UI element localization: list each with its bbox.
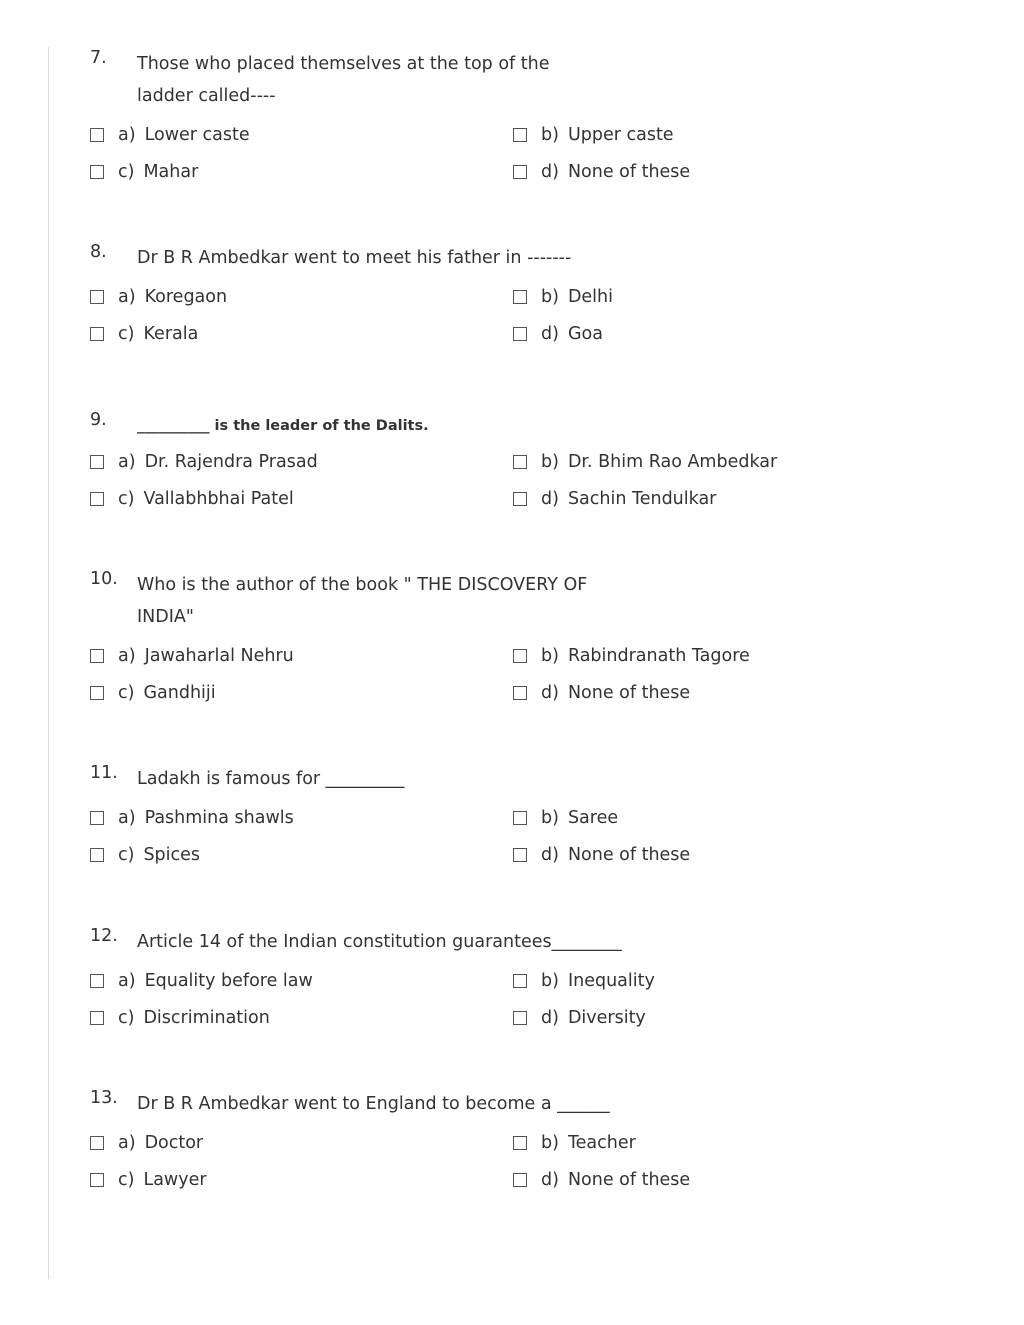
checkbox-icon[interactable]	[90, 165, 104, 179]
option-label: Sachin Tendulkar	[567, 489, 717, 509]
question-number: 12.	[90, 926, 118, 946]
checkbox-icon[interactable]	[90, 649, 104, 663]
option-c[interactable]	[90, 160, 198, 184]
option-label: Lower caste	[144, 125, 250, 145]
checkbox-icon[interactable]	[513, 649, 527, 663]
question-text: Ladakh is famous for _________	[137, 769, 405, 789]
option-letter: b)	[541, 971, 559, 991]
option-b[interactable]	[513, 285, 613, 309]
checkbox-icon[interactable]	[513, 1011, 527, 1025]
option-letter: c)	[118, 1008, 135, 1028]
question-text: Those who placed themselves at the top of the ladder called----	[137, 54, 550, 106]
option-letter: c)	[118, 845, 135, 865]
checkbox-icon[interactable]	[90, 492, 104, 506]
checkbox-icon[interactable]	[513, 327, 527, 341]
option-letter: b)	[541, 287, 559, 307]
question-text: __________ is the leader of the Dalits.	[137, 418, 429, 434]
option-letter: b)	[541, 125, 559, 145]
question-header	[90, 926, 850, 958]
option-b[interactable]	[513, 644, 750, 668]
question-13	[90, 1088, 850, 1190]
option-label: Equality before law	[144, 971, 313, 991]
question-12	[90, 926, 850, 1028]
question-number: 11.	[90, 763, 118, 783]
option-c[interactable]	[90, 843, 200, 867]
checkbox-icon[interactable]	[513, 290, 527, 304]
question-number: 7.	[90, 48, 107, 68]
option-c[interactable]	[90, 681, 216, 705]
checkbox-icon[interactable]	[513, 128, 527, 142]
option-label: Saree	[567, 808, 619, 828]
page-margin-rule	[48, 47, 49, 1279]
checkbox-icon[interactable]	[513, 455, 527, 469]
checkbox-icon[interactable]	[90, 327, 104, 341]
option-a[interactable]	[90, 285, 227, 309]
checkbox-icon[interactable]	[513, 165, 527, 179]
option-a[interactable]	[90, 806, 294, 830]
question-number: 9.	[90, 410, 107, 430]
option-label: Goa	[567, 324, 603, 344]
option-d[interactable]	[513, 487, 716, 511]
question-7	[90, 48, 850, 182]
option-letter: d)	[541, 162, 559, 182]
checkbox-icon[interactable]	[513, 1136, 527, 1150]
option-label: Lawyer	[143, 1170, 207, 1190]
question-11	[90, 763, 850, 865]
option-label: Koregaon	[144, 287, 228, 307]
option-d[interactable]	[513, 1168, 690, 1192]
option-label: Pashmina shawls	[144, 808, 294, 828]
option-letter: d)	[541, 1170, 559, 1190]
checkbox-icon[interactable]	[90, 128, 104, 142]
option-label: None of these	[567, 162, 691, 182]
option-label: Vallabhbhai Patel	[143, 489, 294, 509]
checkbox-icon[interactable]	[90, 1136, 104, 1150]
question-8	[90, 242, 850, 344]
checkbox-icon[interactable]	[513, 686, 527, 700]
option-label: Diversity	[567, 1008, 646, 1028]
option-label: None of these	[567, 683, 691, 703]
option-a[interactable]	[90, 1131, 203, 1155]
option-label: Inequality	[567, 971, 655, 991]
option-d[interactable]	[513, 843, 690, 867]
question-header	[90, 48, 850, 112]
question-header	[90, 763, 850, 795]
checkbox-icon[interactable]	[90, 686, 104, 700]
checkbox-icon[interactable]	[90, 974, 104, 988]
checkbox-icon[interactable]	[90, 811, 104, 825]
option-label: Mahar	[143, 162, 199, 182]
option-label: Dr. Rajendra Prasad	[144, 452, 318, 472]
question-number: 13.	[90, 1088, 118, 1108]
option-letter: c)	[118, 683, 135, 703]
option-letter: d)	[541, 845, 559, 865]
option-a[interactable]	[90, 450, 318, 474]
option-d[interactable]	[513, 160, 690, 184]
option-letter: a)	[118, 125, 136, 145]
option-d[interactable]	[513, 1006, 646, 1030]
checkbox-icon[interactable]	[513, 811, 527, 825]
option-b[interactable]	[513, 123, 674, 147]
option-letter: c)	[118, 1170, 135, 1190]
option-letter: b)	[541, 1133, 559, 1153]
checkbox-icon[interactable]	[513, 848, 527, 862]
option-c[interactable]	[90, 487, 294, 511]
question-header	[90, 569, 850, 633]
option-letter: b)	[541, 646, 559, 666]
option-letter: d)	[541, 683, 559, 703]
checkbox-icon[interactable]	[90, 848, 104, 862]
question-number: 8.	[90, 242, 107, 262]
option-letter: a)	[118, 287, 136, 307]
question-header	[90, 1088, 850, 1120]
option-a[interactable]	[90, 123, 250, 147]
option-label: Discrimination	[143, 1008, 270, 1028]
checkbox-icon[interactable]	[513, 1173, 527, 1187]
option-label: Spices	[143, 845, 201, 865]
checkbox-icon[interactable]	[513, 492, 527, 506]
question-header	[90, 242, 850, 274]
question-text: Dr B R Ambedkar went to meet his father in -------	[137, 248, 572, 268]
option-a[interactable]	[90, 644, 294, 668]
option-letter: a)	[118, 971, 136, 991]
option-label: None of these	[567, 1170, 691, 1190]
checkbox-icon[interactable]	[90, 1173, 104, 1187]
question-text: Article 14 of the Indian constitution guarantees________	[137, 932, 622, 952]
option-label: Gandhiji	[143, 683, 216, 703]
option-label: Kerala	[143, 324, 199, 344]
option-c[interactable]	[90, 1006, 270, 1030]
option-c[interactable]	[90, 322, 198, 346]
option-label: Dr. Bhim Rao Ambedkar	[567, 452, 778, 472]
option-label: None of these	[567, 845, 691, 865]
option-letter: a)	[118, 1133, 136, 1153]
option-b[interactable]	[513, 450, 777, 474]
option-letter: d)	[541, 324, 559, 344]
option-label: Doctor	[144, 1133, 204, 1153]
option-b[interactable]	[513, 969, 655, 993]
option-letter: c)	[118, 324, 135, 344]
option-label: Teacher	[567, 1133, 636, 1153]
question-header	[90, 410, 850, 436]
option-letter: d)	[541, 1008, 559, 1028]
option-label: Delhi	[567, 287, 613, 307]
option-b[interactable]	[513, 1131, 636, 1155]
checkbox-icon[interactable]	[90, 1011, 104, 1025]
option-letter: a)	[118, 808, 136, 828]
checkbox-icon[interactable]	[90, 290, 104, 304]
question-text: Dr B R Ambedkar went to England to become a ______	[137, 1094, 610, 1114]
option-letter: c)	[118, 489, 135, 509]
option-label: Jawaharlal Nehru	[144, 646, 294, 666]
option-letter: a)	[118, 646, 136, 666]
option-a[interactable]	[90, 969, 313, 993]
option-letter: a)	[118, 452, 136, 472]
checkbox-icon[interactable]	[90, 455, 104, 469]
option-b[interactable]	[513, 806, 618, 830]
option-letter: c)	[118, 162, 135, 182]
option-d[interactable]	[513, 322, 603, 346]
option-d[interactable]	[513, 681, 690, 705]
question-10	[90, 569, 850, 703]
option-label: Upper caste	[567, 125, 674, 145]
option-letter: b)	[541, 808, 559, 828]
question-9	[90, 410, 850, 509]
question-text: Who is the author of the book " THE DISCOVERY OF INDIA"	[137, 575, 588, 627]
checkbox-icon[interactable]	[513, 974, 527, 988]
option-c[interactable]	[90, 1168, 207, 1192]
question-number: 10.	[90, 569, 118, 589]
option-label: Rabindranath Tagore	[567, 646, 750, 666]
option-letter: b)	[541, 452, 559, 472]
option-letter: d)	[541, 489, 559, 509]
